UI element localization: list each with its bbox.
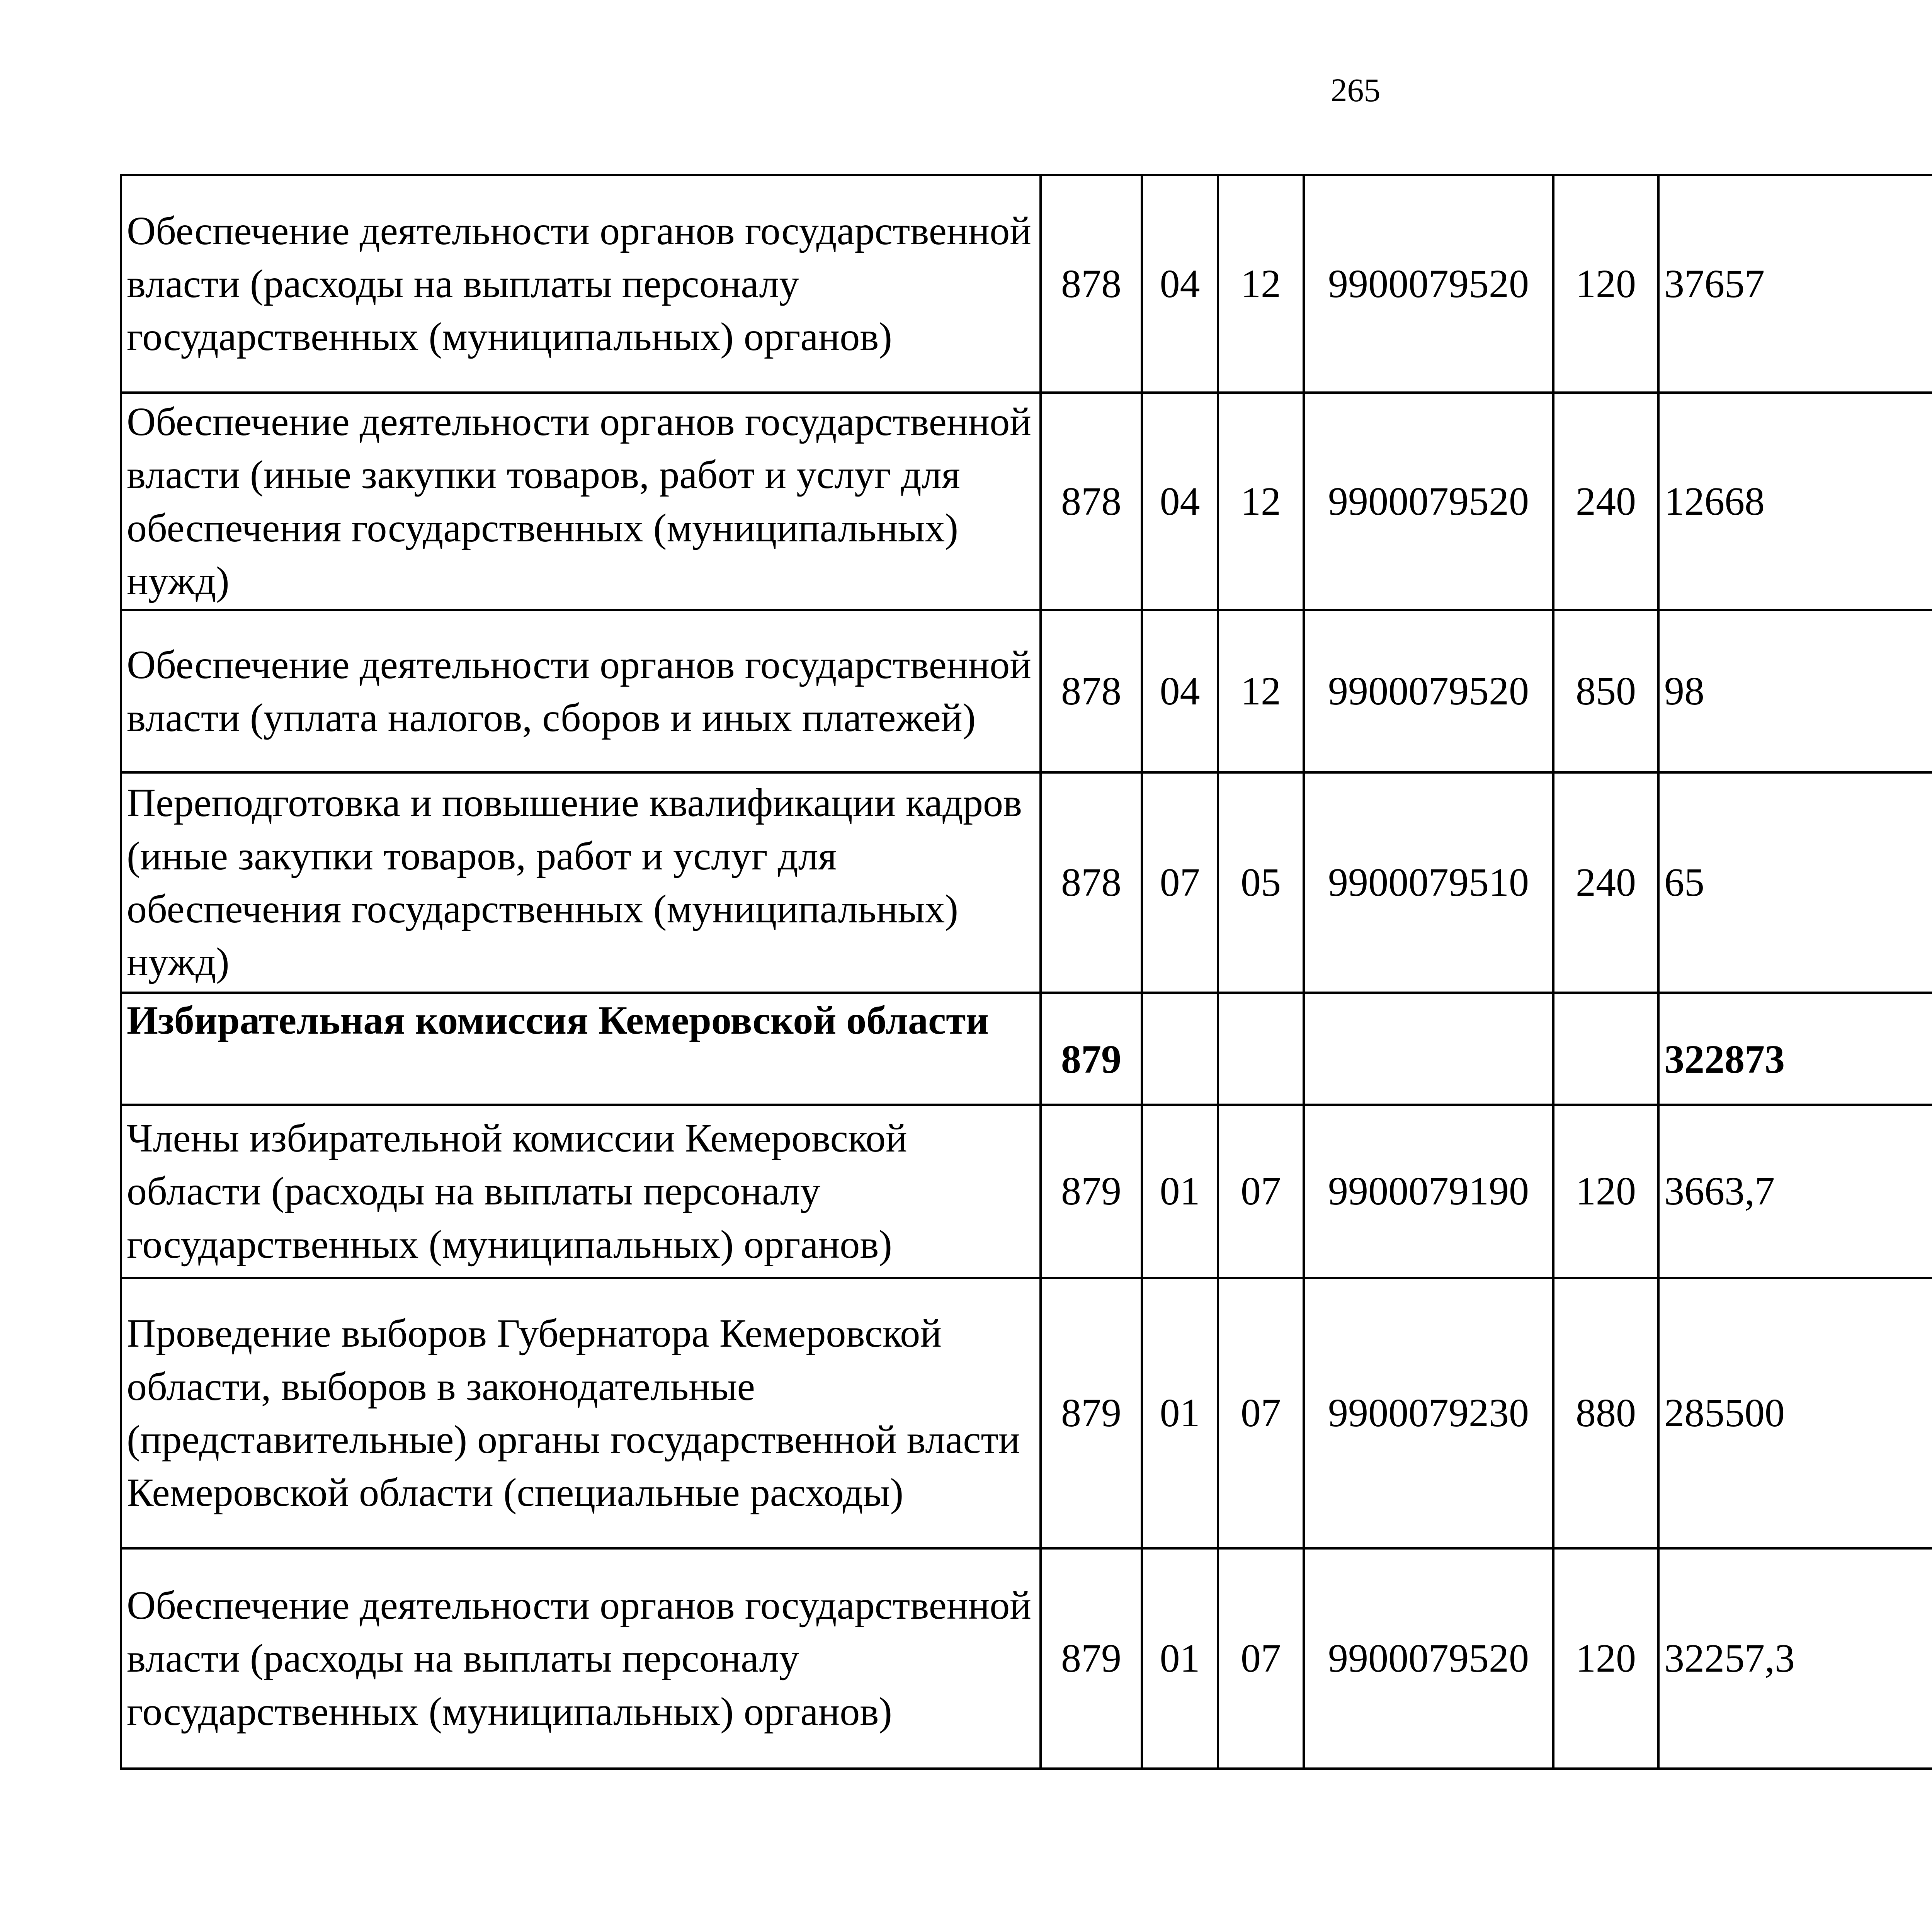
expense-type-code: 240 bbox=[1553, 393, 1658, 610]
row-name: Переподготовка и повышение квалификации кадров (иные закупки товаров, работ и услуг для обеспечения государственных (муниципальных) нужд) bbox=[121, 772, 1041, 993]
subsection-code: 12 bbox=[1218, 175, 1304, 393]
expense-type-code: 850 bbox=[1553, 610, 1658, 772]
ved-code: 879 bbox=[1041, 1105, 1142, 1278]
amount-year-1: 65 bbox=[1658, 772, 1932, 993]
subsection-code: 12 bbox=[1218, 610, 1304, 772]
page-number: 265 bbox=[1330, 71, 1381, 109]
table-row-section-header bbox=[121, 993, 1932, 1105]
expense-type-code: 120 bbox=[1553, 1105, 1658, 1278]
expense-type-code bbox=[1553, 993, 1658, 1105]
row-name: Проведение выборов Губернатора Кемеровской области, выборов в законодательные (представительные) органы государственной власти Кемеровской области (специальные расходы) bbox=[121, 1278, 1041, 1548]
amount-year-1: 32257,3 bbox=[1658, 1548, 1932, 1769]
amount-year-1: 3663,7 bbox=[1658, 1105, 1932, 1278]
subsection-code: 07 bbox=[1218, 1105, 1304, 1278]
target-article-code: 9900079520 bbox=[1304, 610, 1553, 772]
target-article-code: 9900079520 bbox=[1304, 175, 1553, 393]
table-row bbox=[121, 393, 1932, 610]
ved-code: 879 bbox=[1041, 1278, 1142, 1548]
row-name: Обеспечение деятельности органов государственной власти (иные закупки товаров, работ и услуг для обеспечения государственных (муниципальных) нужд) bbox=[121, 393, 1041, 610]
table-row bbox=[121, 1548, 1932, 1769]
target-article-code: 9900079510 bbox=[1304, 772, 1553, 993]
amount-year-1: 285500 bbox=[1658, 1278, 1932, 1548]
subsection-code: 07 bbox=[1218, 1548, 1304, 1769]
section-code: 04 bbox=[1142, 393, 1218, 610]
subsection-code bbox=[1218, 993, 1304, 1105]
target-article-code bbox=[1304, 993, 1553, 1105]
ved-code: 878 bbox=[1041, 610, 1142, 772]
table-row bbox=[121, 1105, 1932, 1278]
subsection-code: 05 bbox=[1218, 772, 1304, 993]
row-name: Обеспечение деятельности органов государственной власти (уплата налогов, сборов и иных платежей) bbox=[121, 610, 1041, 772]
row-name: Обеспечение деятельности органов государственной власти (расходы на выплаты персоналу государственных (муниципальных) органов) bbox=[121, 1548, 1041, 1769]
table-row bbox=[121, 1278, 1932, 1548]
expense-type-code: 120 bbox=[1553, 175, 1658, 393]
target-article-code: 9900079190 bbox=[1304, 1105, 1553, 1278]
amount-year-1: 98 bbox=[1658, 610, 1932, 772]
row-name: Члены избирательной комиссии Кемеровской области (расходы на выплаты персоналу государственных (муниципальных) органов) bbox=[121, 1105, 1041, 1278]
ved-code: 879 bbox=[1041, 993, 1142, 1105]
budget-table bbox=[120, 174, 1932, 1770]
subsection-code: 07 bbox=[1218, 1278, 1304, 1548]
amount-year-1: 12668 bbox=[1658, 393, 1932, 610]
section-code bbox=[1142, 993, 1218, 1105]
amount-year-1: 37657 bbox=[1658, 175, 1932, 393]
expense-type-code: 240 bbox=[1553, 772, 1658, 993]
ved-code: 878 bbox=[1041, 175, 1142, 393]
target-article-code: 9900079520 bbox=[1304, 393, 1553, 610]
row-name: Обеспечение деятельности органов государственной власти (расходы на выплаты персоналу государственных (муниципальных) органов) bbox=[121, 175, 1041, 393]
section-code: 07 bbox=[1142, 772, 1218, 993]
table-body bbox=[121, 175, 1932, 1769]
expense-type-code: 880 bbox=[1553, 1278, 1658, 1548]
ved-code: 879 bbox=[1041, 1548, 1142, 1769]
amount-year-1: 322873 bbox=[1658, 993, 1932, 1105]
ved-code: 878 bbox=[1041, 772, 1142, 993]
table-row bbox=[121, 610, 1932, 772]
section-code: 01 bbox=[1142, 1278, 1218, 1548]
target-article-code: 9900079520 bbox=[1304, 1548, 1553, 1769]
section-code: 04 bbox=[1142, 175, 1218, 393]
target-article-code: 9900079230 bbox=[1304, 1278, 1553, 1548]
expense-type-code: 120 bbox=[1553, 1548, 1658, 1769]
table-row bbox=[121, 175, 1932, 393]
subsection-code: 12 bbox=[1218, 393, 1304, 610]
section-code: 01 bbox=[1142, 1548, 1218, 1769]
row-name: Избирательная комиссия Кемеровской области bbox=[121, 993, 1041, 1105]
section-code: 01 bbox=[1142, 1105, 1218, 1278]
table-row bbox=[121, 772, 1932, 993]
ved-code: 878 bbox=[1041, 393, 1142, 610]
section-code: 04 bbox=[1142, 610, 1218, 772]
